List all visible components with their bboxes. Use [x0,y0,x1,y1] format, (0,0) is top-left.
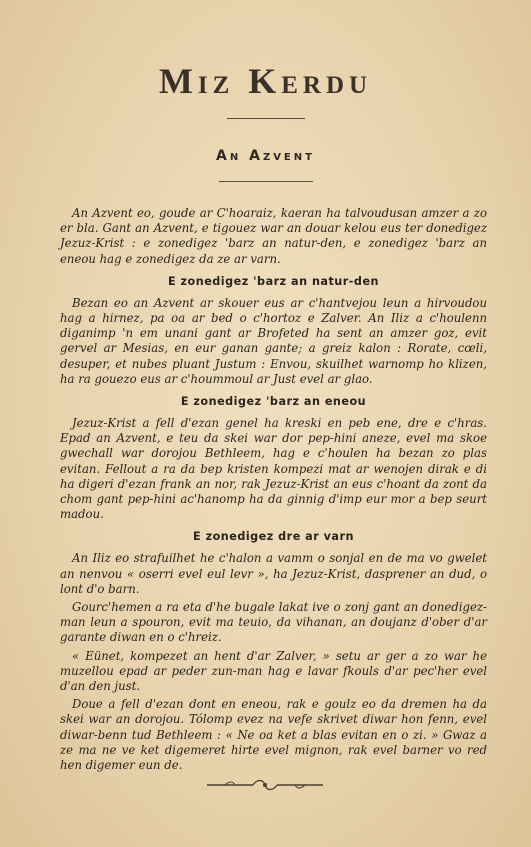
section-paragraph: Gourc'hemen a ra eta d'he bugale lakat ive o zonj gant an donedigez-man leun a spouron, evit ma teuio, da vihanan, an doujanz d'ober d'ar garante diwan en o c'hreiz. [60,600,487,645]
ornament-flourish-icon [205,775,325,795]
section-paragraph: Bezan eo an Azvent ar skouer eus ar c'hantvejou leun a hirvoudou hag a hirnez, pa oa ar bed o c'hortoz e Zalver. An Iliz a c'houlenn diganimp 'n em unani gant ar Brofeted ha sent an amzer goz, evit gervel ar Mesias, en eur ganan gante; a greiz kalon : Rorate, cœli, desuper, et nubes pluant Justum : Envou, skuilhet warnomp ho klizen, ha ra gouezo eus ar c'hoummoul ar Just evel ar glao. [60,295,487,386]
intro-paragraph: An Azvent eo, goude ar C'hoaraiz, kaeran ha talvoudusan amzer a zo er bla. Gant an Azvent, e tigouez war an douar kelou eus ter donedigez Jezuz-Krist : e zonedigez 'barz an natur-den, e zonedigez 'barz an eneou hag e zonedigez da ze ar varn. [60,206,487,266]
section-paragraph: « Eünet, kompezet an hent d'ar Zalver, » setu ar ger a zo war he muzellou epad ar peder zun-man hag e lavar fkouls d'ar pec'her evel d'an den just. [60,648,487,694]
section-paragraph: Jezuz-Krist a fell d'ezan genel ha kreski en peb ene, dre e c'hras. Epad an Azvent, e teu da skei war dor pep-hini aneze, evel ma skoe gwechall war dorojou Bethleem, hag e c'houlen ha bezan zo plas evitan. Fellout a ra da bep kristen kompezi mat ar wenojen dirak e di ha digeri d'ezan frank an nor, rak Jezuz-Krist an eus c'hoant da zont da chom gant pep-hini ac'hanomp ha da ginnig d'imp eur mor a bep seurt madou. [60,416,487,522]
page-subtitle: An Azvent [216,148,315,164]
section-heading: E zonedigez 'barz an natur-den [168,274,379,288]
section-heading: E zonedigez 'barz an eneou [180,395,367,409]
text-body [60,206,487,776]
subtitle-rule [219,181,313,182]
title-rule [227,118,305,119]
section-paragraph: Doue a fell d'ezan dont en eneou, rak e goulz eo da dremen ha da skei war an dorojou. Tólomp evez na vefe skrivet diwar hon fenn, evel diwar-benn tud Bethleem : « Ne oa ket a blas evitan en o zi. » Gwaz a ze ma ne ve ket digemeret hirte evel mignon, rak evel barner vo red hen digemer eun de. [60,697,487,773]
page-title: Miz Kerdu [158,61,373,101]
section-paragraph: An Iliz eo strafuilhet he c'halon a vamm o sonjal en de ma vo gwelet an nenvou « oserri evel eul levr », ha Jezuz-Krist, dasprener an dud, o lont d'o barn. [60,551,487,596]
section-heading: E zonedigez dre ar varn [193,530,354,544]
